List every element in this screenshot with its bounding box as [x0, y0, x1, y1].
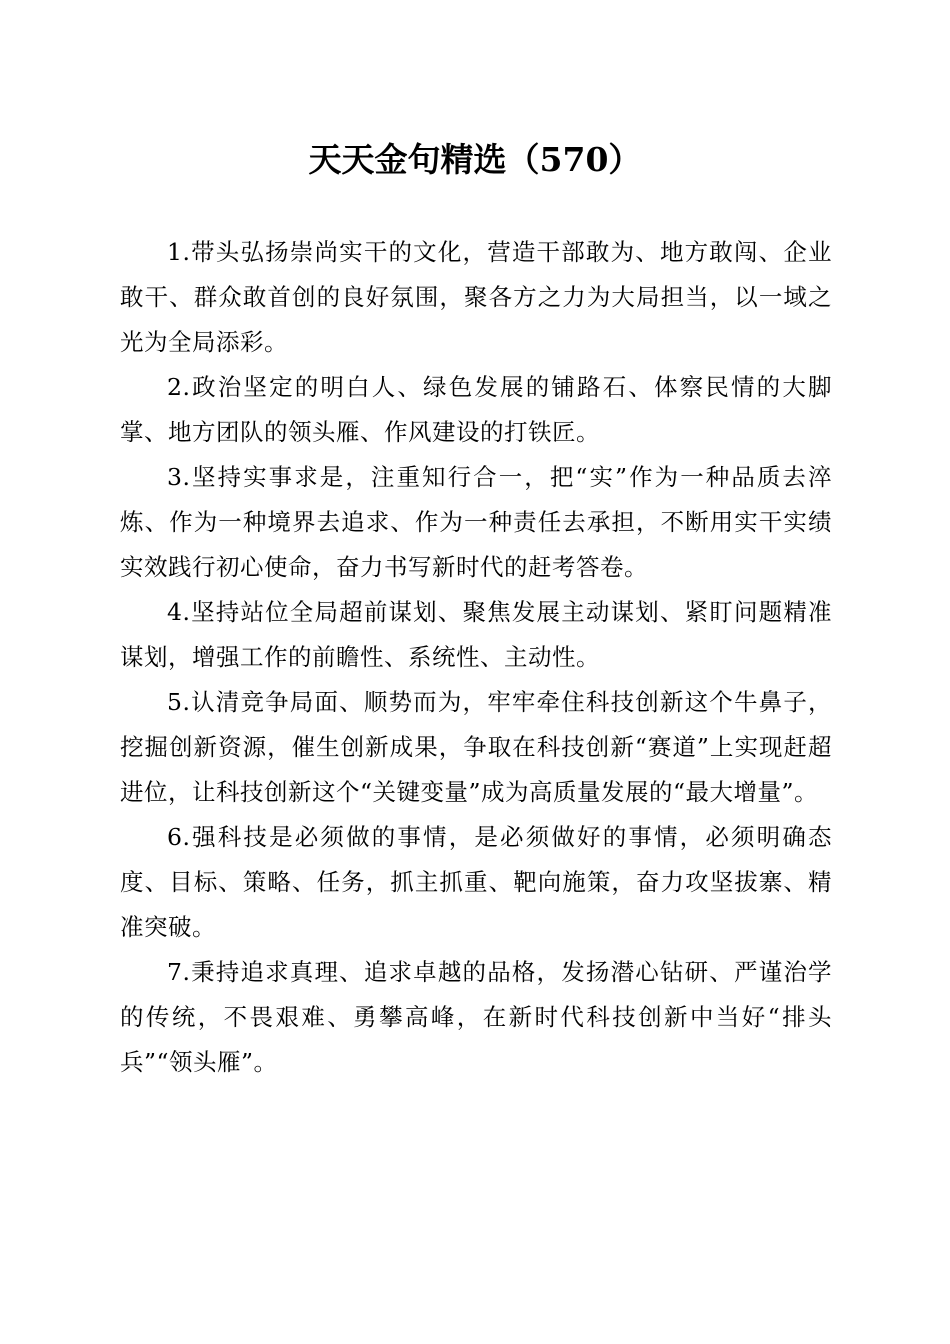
paragraph-1: 1.带头弘扬崇尚实干的文化，营造干部敢为、地方敢闯、企业敢干、群众敢首创的良好氛围，聚各方之力为大局担当，以一域之光为全局添彩。 [120, 238, 832, 356]
paragraph-4: 4.坚持站位全局超前谋划、聚焦发展主动谋划、紧盯问题精准谋划，增强工作的前瞻性、系统性、主动性。 [120, 598, 832, 671]
paragraph-7: 7.秉持追求真理、追求卓越的品格，发扬潜心钻研、严谨治学的传统，不畏艰难、勇攀高峰，在新时代科技创新中当好“排头兵”“领头雁”。 [120, 958, 832, 1076]
paragraph-2: 2.政治坚定的明白人、绿色发展的铺路石、体察民情的大脚掌、地方团队的领头雁、作风建设的打铁匠。 [120, 373, 832, 446]
paragraph-6: 6.强科技是必须做的事情，是必须做好的事情，必须明确态度、目标、策略、任务，抓主抓重、靶向施策，奋力攻坚拔寨、精准突破。 [120, 823, 832, 941]
page-title: 天天金句精选（570） [308, 140, 642, 179]
document-body [120, 230, 832, 1085]
paragraph-5: 5.认清竞争局面、顺势而为，牢牢牵住科技创新这个牛鼻子，挖掘创新资源，催生创新成果，争取在科技创新“赛道”上实现赶超进位，让科技创新这个“关键变量”成为高质量发展的“最大增量”。 [120, 688, 832, 806]
paragraph-3: 3.坚持实事求是，注重知行合一，把“实”作为一种品质去淬炼、作为一种境界去追求、作为一种责任去承担，不断用实干实绩实效践行初心使命，奋力书写新时代的赶考答卷。 [120, 463, 832, 581]
